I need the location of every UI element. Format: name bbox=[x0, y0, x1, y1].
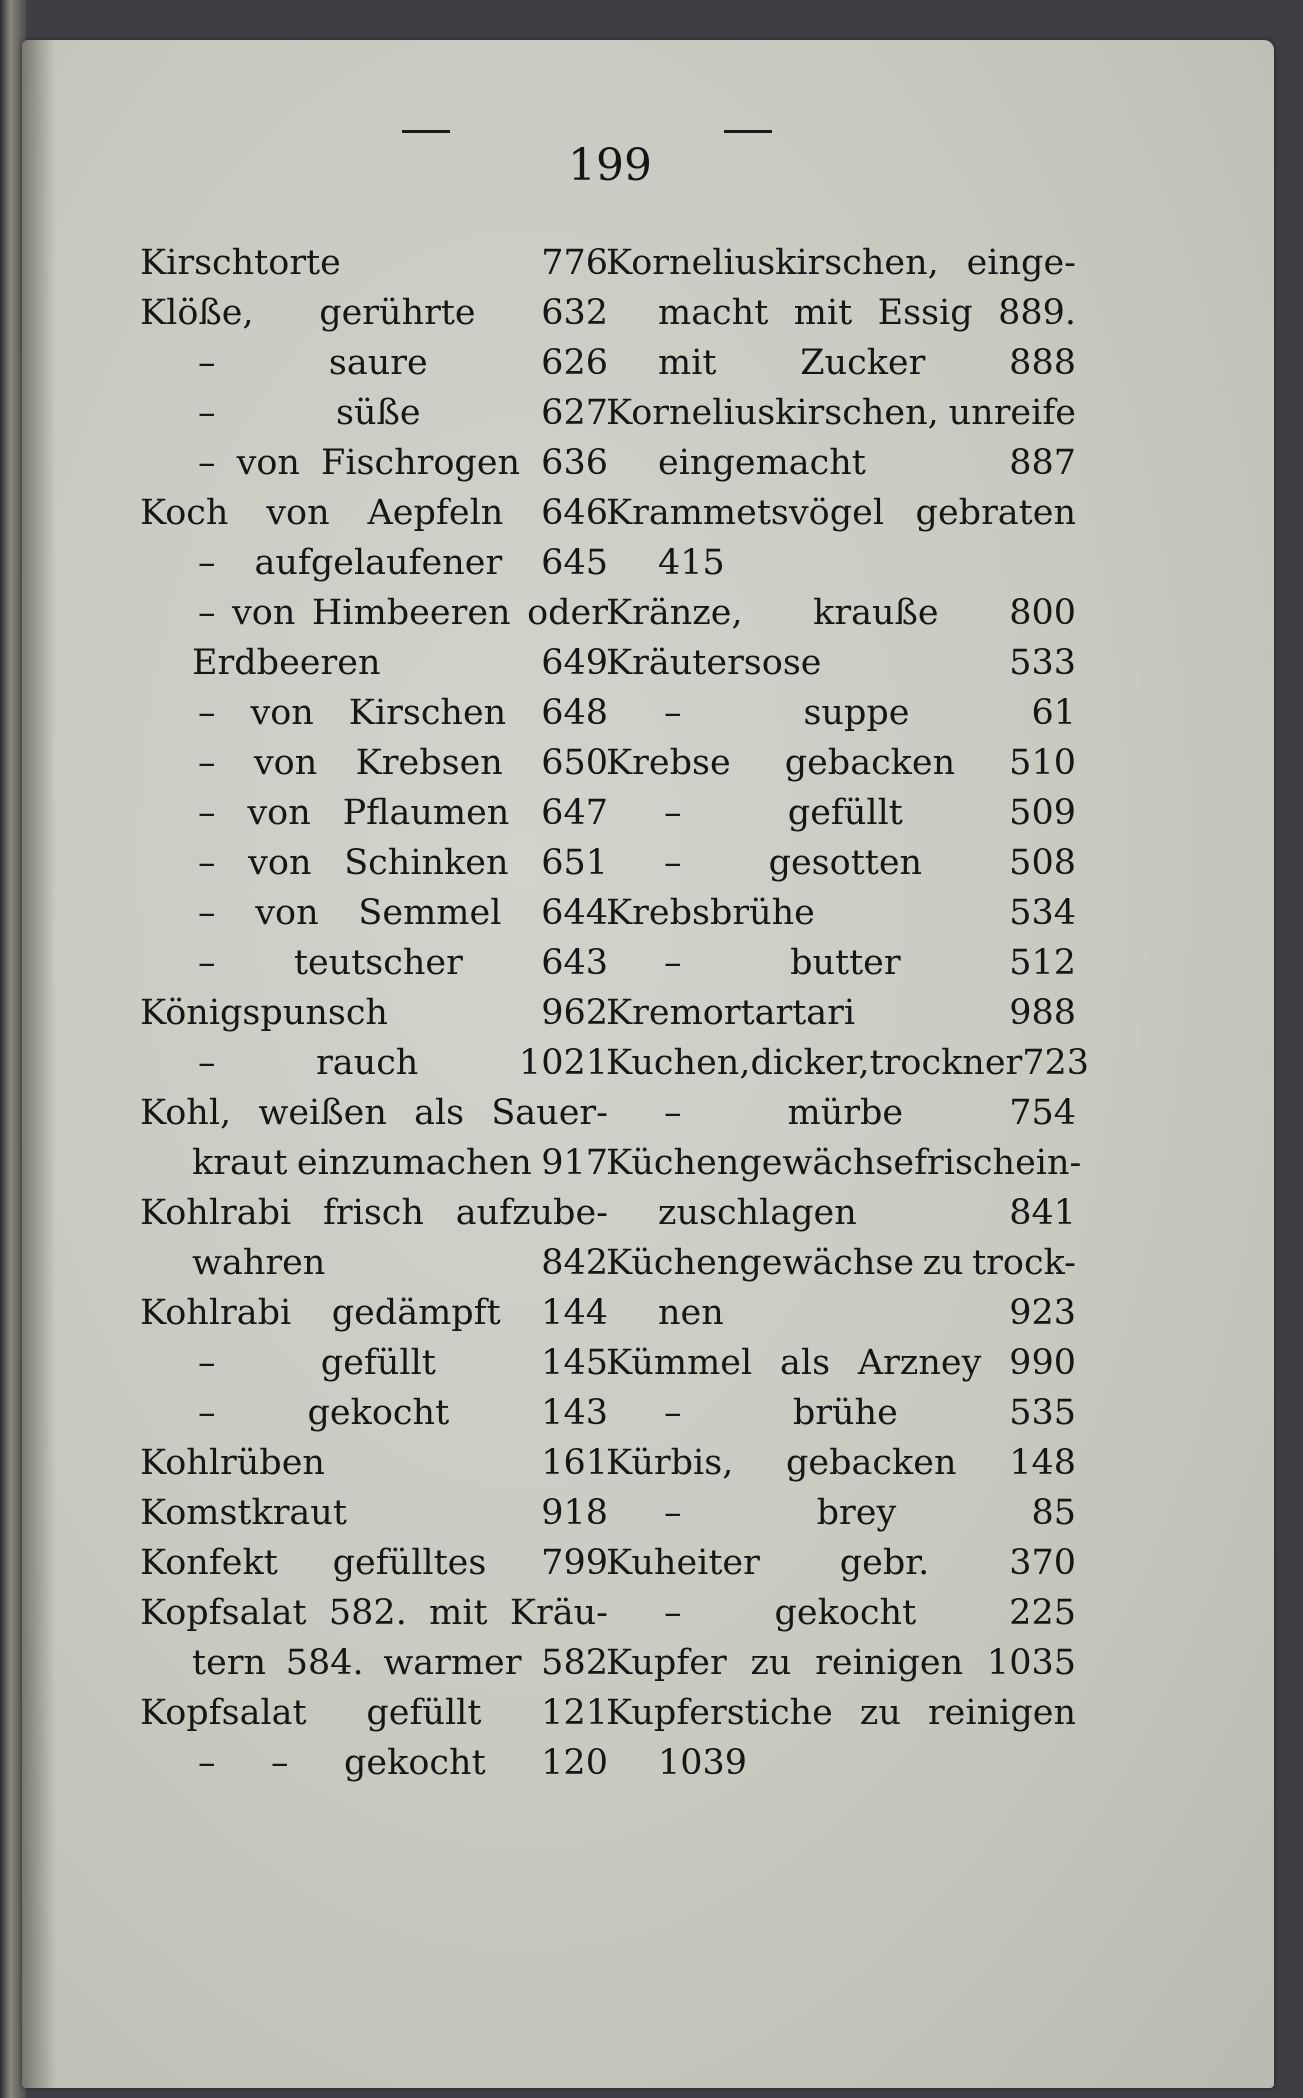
index-entry: wahren 842 bbox=[192, 1243, 608, 1283]
index-entry: – – gekocht 120 bbox=[198, 1743, 608, 1783]
index-entry: – gefüllt 509 bbox=[664, 793, 1076, 833]
header-rule-left bbox=[402, 130, 450, 133]
index-entry: Krammetsvögel gebraten bbox=[606, 493, 1076, 533]
index-entry: 415 bbox=[658, 543, 725, 583]
index-entry: – brey 85 bbox=[664, 1493, 1076, 1533]
index-entry: Kohlrüben 161 bbox=[140, 1443, 608, 1483]
index-entry: Kupfer zu reinigen 1035 bbox=[606, 1643, 1076, 1683]
index-entry: Krebsbrühe 534 bbox=[606, 893, 1076, 933]
index-entry: Kränze, krauße 800 bbox=[606, 593, 1076, 633]
index-entry: – suppe 61 bbox=[664, 693, 1076, 733]
index-entry: Küchengewächse frisch ein- bbox=[606, 1143, 1082, 1183]
index-entry: zuschlagen 841 bbox=[658, 1193, 1076, 1233]
index-entry: Klöße, gerührte 632 bbox=[140, 293, 608, 333]
index-entry: Konfekt gefülltes 799 bbox=[140, 1543, 608, 1583]
index-entry: – teutscher 643 bbox=[198, 943, 608, 983]
index-entry: – von Krebsen 650 bbox=[198, 743, 608, 783]
index-entry: Kräutersose 533 bbox=[606, 643, 1076, 683]
index-entry: – gesotten 508 bbox=[664, 843, 1076, 883]
index-entry: – gekocht 143 bbox=[198, 1393, 608, 1433]
index-entry: Kupferstiche zu reinigen bbox=[606, 1693, 1076, 1733]
index-entry: Küchengewächse zu trock- bbox=[606, 1243, 1076, 1283]
index-entry: Krebse gebacken 510 bbox=[606, 743, 1076, 783]
index-entry: – brühe 535 bbox=[664, 1393, 1076, 1433]
index-entry: Kopfsalat 582. mit Kräu- bbox=[140, 1593, 608, 1633]
index-entry: Kopfsalat gefüllt 121 bbox=[140, 1693, 608, 1733]
index-entry: Kohl, weißen als Sauer- bbox=[140, 1093, 608, 1133]
index-entry: Kuheiter gebr. 370 bbox=[606, 1543, 1076, 1583]
index-entry: – gefüllt 145 bbox=[198, 1343, 608, 1383]
index-entry: tern 584. warmer 582 bbox=[192, 1643, 608, 1683]
index-entry: Kuchen, dicker, trockner 723 bbox=[606, 1043, 1090, 1083]
index-entry: – von Kirschen 648 bbox=[198, 693, 608, 733]
index-entry: Kremortartari 988 bbox=[606, 993, 1076, 1033]
index-entry: kraut einzumachen 917 bbox=[192, 1143, 608, 1183]
index-entry: Korneliuskirschen, einge- bbox=[606, 243, 1076, 283]
page-number: 199 bbox=[568, 140, 652, 191]
index-entry: – von Schinken 651 bbox=[198, 843, 608, 883]
index-entry: – rauch 1021 bbox=[198, 1043, 608, 1083]
gutter-shadow bbox=[22, 40, 56, 2088]
index-entry: – mürbe 754 bbox=[664, 1093, 1076, 1133]
index-entry: nen 923 bbox=[658, 1293, 1076, 1333]
index-entry: Kohlrabi frisch aufzube- bbox=[140, 1193, 608, 1233]
index-column-right bbox=[606, 238, 1090, 1788]
index-column-left bbox=[140, 238, 608, 1788]
index-entry: Königspunsch 962 bbox=[140, 993, 608, 1033]
index-entry: 1039 bbox=[658, 1743, 748, 1783]
index-entry: – von Semmel 644 bbox=[198, 893, 608, 933]
index-entry: Kürbis, gebacken 148 bbox=[606, 1443, 1076, 1483]
index-entry: Kirschtorte 776 bbox=[140, 243, 608, 283]
index-entry: eingemacht 887 bbox=[658, 443, 1076, 483]
index-entry: – von Pflaumen 647 bbox=[198, 793, 608, 833]
index-entry: Korneliuskirschen, unreife bbox=[606, 393, 1076, 433]
index-entry: Erdbeeren 649 bbox=[192, 643, 608, 683]
index-entry: macht mit Essig 889. bbox=[658, 293, 1076, 333]
index-entry: Koch von Aepfeln 646 bbox=[140, 493, 608, 533]
index-entry: – butter 512 bbox=[664, 943, 1076, 983]
header-rule-right bbox=[724, 130, 772, 133]
index-entry: – von Fischrogen 636 bbox=[198, 443, 608, 483]
index-entry: – saure 626 bbox=[198, 343, 608, 383]
index-entry: – süße 627 bbox=[198, 393, 608, 433]
index-entry: – gekocht 225 bbox=[664, 1593, 1076, 1633]
index-entry: – von Himbeeren oder bbox=[198, 593, 608, 633]
index-entry: – aufgelaufener 645 bbox=[198, 543, 608, 583]
index-entry: Kohlrabi gedämpft 144 bbox=[140, 1293, 608, 1333]
index-entry: mit Zucker 888 bbox=[658, 343, 1076, 383]
index-entry: Kümmel als Arzney 990 bbox=[606, 1343, 1076, 1383]
index-entry: Komstkraut 918 bbox=[140, 1493, 608, 1533]
